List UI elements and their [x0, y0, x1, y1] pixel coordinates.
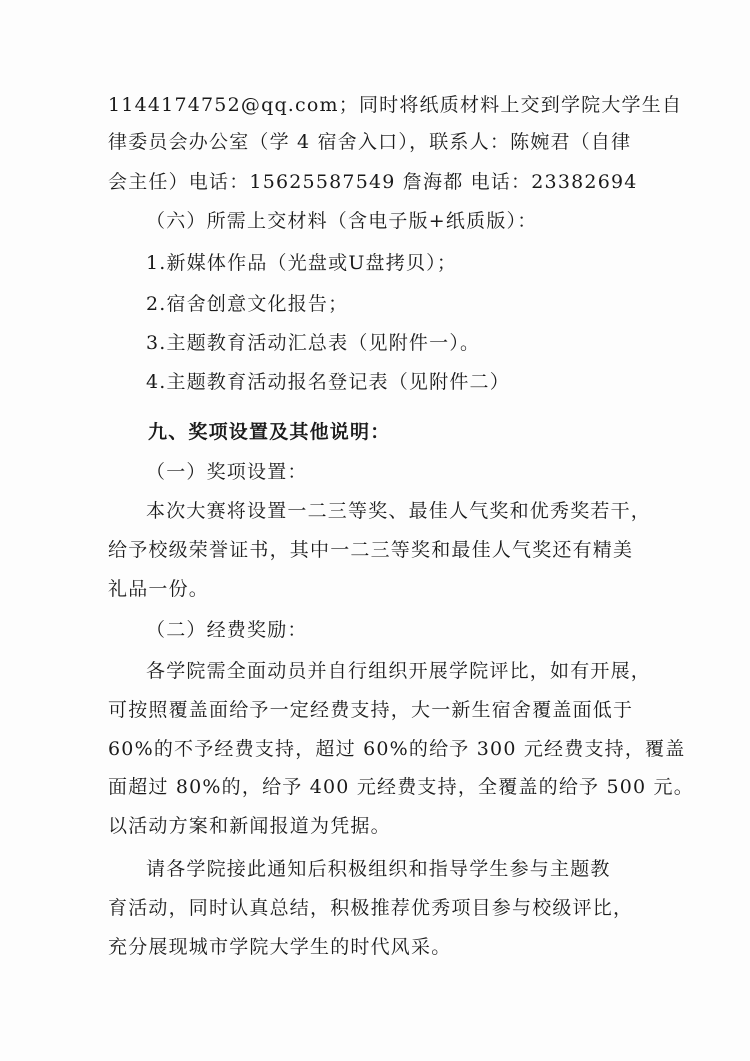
funding-paragraph-line-3: 60%的不予经费支持，超过 60%的给予 300 元经费支持，覆盖 — [108, 738, 686, 760]
closing-paragraph-line-2: 育活动，同时认真总结，积极推荐优秀项目参与校级评比， — [108, 897, 634, 919]
funding-heading: （二）经费奖励： — [146, 619, 308, 641]
material-item-3: 3.主题教育活动汇总表（见附件一）。 — [146, 332, 481, 354]
material-item-1: 1.新媒体作品（光盘或U盘拷贝）； — [146, 252, 458, 274]
contact-line-3: 会主任）电话：15625587549 詹海都 电话：23382694 — [108, 171, 638, 193]
material-item-4: 4.主题教育活动报名登记表（见附件二） — [146, 371, 510, 393]
award-paragraph-line-1: 本次大赛将设置一二三等奖、最佳人气奖和优秀奖若干， — [146, 500, 652, 522]
funding-paragraph-line-4: 面超过 80%的，给予 400 元经费支持，全覆盖的给予 500 元。 — [108, 776, 694, 798]
contact-line-2: 律委员会办公室（学 4 宿舍入口），联系人：陈婉君（自律 — [108, 131, 632, 153]
section-6-heading: （六）所需上交材料（含电子版+纸质版）： — [146, 210, 538, 232]
section-9-heading: 九、奖项设置及其他说明： — [148, 421, 391, 443]
closing-paragraph-line-3: 充分展现城市学院大学生的时代风采。 — [108, 936, 452, 958]
award-paragraph-line-3: 礼品一份。 — [108, 578, 210, 600]
award-setting-heading: （一）奖项设置： — [146, 461, 308, 483]
material-item-2: 2.宿舍创意文化报告； — [146, 293, 349, 315]
funding-paragraph-line-1: 各学院需全面动员并自行组织开展学院评比，如有开展， — [146, 660, 652, 682]
funding-paragraph-line-2: 可按照覆盖面给予一定经费支持，大一新生宿舍覆盖面低于 — [108, 699, 634, 721]
closing-paragraph-line-1: 请各学院接此通知后积极组织和指导学生参与主题教 — [146, 858, 611, 880]
funding-paragraph-line-5: 以活动方案和新闻报道为凭据。 — [108, 815, 391, 837]
award-paragraph-line-2: 给予校级荣誉证书，其中一二三等奖和最佳人气奖还有精美 — [108, 539, 634, 561]
contact-line-1: 1144174752@qq.com；同时将纸质材料上交到学院大学生自 — [108, 94, 683, 116]
